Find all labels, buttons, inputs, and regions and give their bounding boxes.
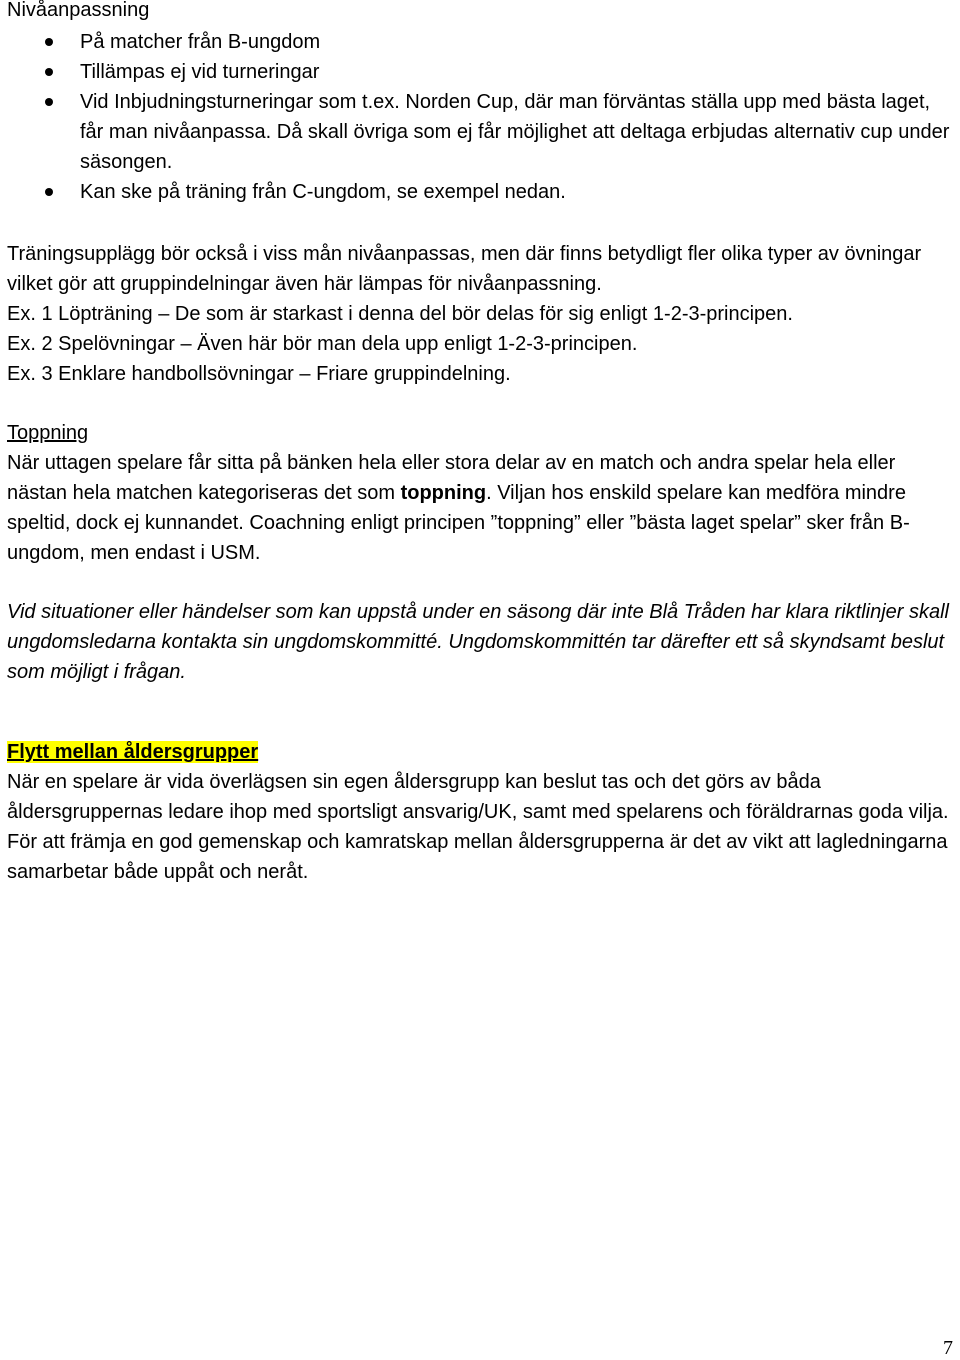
flytt-paragraph-1: När en spelare är vida överlägsen sin egen åldersgrupp kan beslut tas och det görs av båda åldersgruppernas ledare ihop med sportsligt ansvarig/UK, samt med spelarens och föräldrarnas goda vilja. <box>7 771 949 823</box>
toppning-paragraph <box>7 448 952 568</box>
flytt-paragraph-2: För att främja en god gemenskap och kamratskap mellan åldersgrupperna är det av vikt att lagledningarna samarbetar både uppåt och neråt. <box>7 831 948 883</box>
toppning-text-1: När uttagen spelare får sitta på bänken hela eller stora delar av en match och andra spelar hela eller nästan hela matchen kategoriseras det som <box>7 452 896 504</box>
traning-example-1: Ex. 1 Löpträning – De som är starkast i denna del bör delas för sig enligt 1-2-3-principen. <box>7 303 793 325</box>
situationer-section <box>7 597 952 687</box>
flytt-section <box>7 737 952 887</box>
nivaanpassning-list <box>7 27 952 207</box>
list-item: Kan ske på träning från C-ungdom, se exempel nedan. <box>7 177 952 207</box>
nivaanpassning-heading: Nivåanpassning <box>7 0 150 21</box>
list-item: Tillämpas ej vid turneringar <box>7 57 952 87</box>
flytt-heading: Flytt mellan åldersgrupper <box>7 741 259 763</box>
situationer-paragraph: Vid situationer eller händelser som kan uppstå under en säsong där inte Blå Tråden har klara riktlinjer skall ungdomsledarna kontakta sin ungdomskommitté. Ungdomskommittén tar därefter ett så skyndsamt beslut som möjligt i frågan. <box>7 601 949 683</box>
page-number: 7 <box>943 1337 953 1359</box>
traning-example-2: Ex. 2 Spelövningar – Även här bör man dela upp enligt 1-2-3-principen. <box>7 333 638 355</box>
toppning-text-2: . Viljan hos enskild spelare kan medföra mindre speltid, dock ej kunnandet. Coachning enligt principen ”toppning” eller ”bästa laget spelar” sker från B-ungdom, men endast i USM. <box>7 482 910 564</box>
traning-example-3: Ex. 3 Enklare handbollsövningar – Friare gruppindelning. <box>7 363 511 385</box>
toppning-section <box>7 418 952 568</box>
list-item: Vid Inbjudningsturneringar som t.ex. Norden Cup, där man förväntas ställa upp med bästa laget, får man nivåanpassa. Då skall övriga som ej får möjlighet att deltaga erbjudas alternativ cup under säsongen. <box>7 87 952 177</box>
traning-paragraph: Träningsupplägg bör också i viss mån nivåanpassas, men där finns betydligt fler olika typer av övningar vilket gör att gruppindelningar även här lämpas för nivåanpassning. <box>7 243 922 295</box>
list-item: På matcher från B-ungdom <box>7 27 952 57</box>
toppning-heading: Toppning <box>7 422 89 444</box>
toppning-bold-term: toppning <box>400 482 487 504</box>
traning-section <box>7 239 952 389</box>
